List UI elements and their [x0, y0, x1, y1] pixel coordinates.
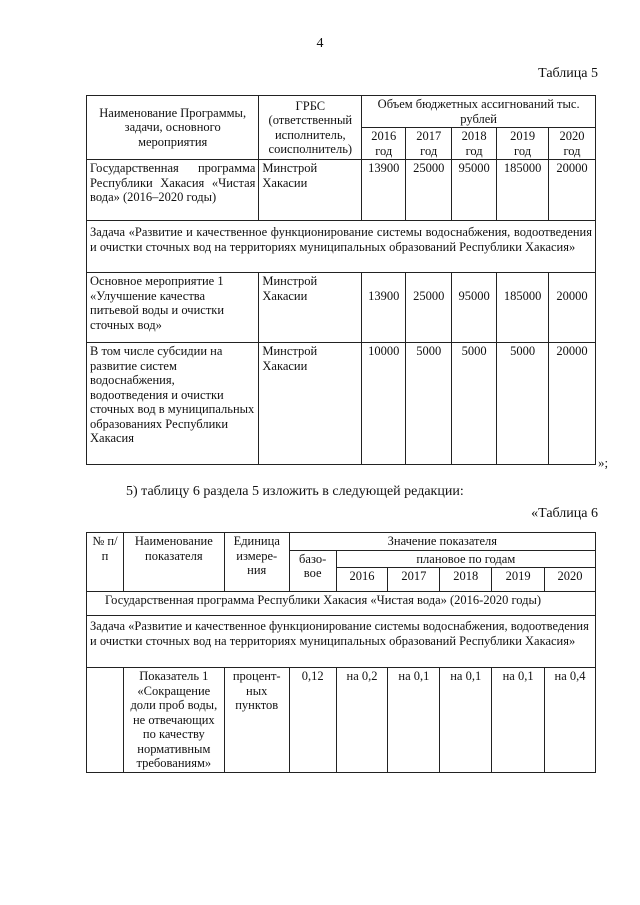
t5-measure-name: Основное мероприятие 1 «Улучшение качества питьевой воды и очистки сточных вод» — [87, 273, 259, 343]
t6-indicator-name: Показатель 1 «Сокращение доли проб воды, не отвечающих по качеству нормативным требованиям» — [123, 668, 224, 773]
table-5 — [86, 95, 596, 465]
t5-year-2020: 2020 год — [549, 128, 596, 160]
t5-value: 5000 — [497, 343, 549, 465]
t5-value: 20000 — [549, 160, 596, 221]
t5-task: Задача «Развитие и качественное функционирование системы водоснабжения, водоотведения и очистки сточных вод на территориях муниципальных образований Республики Хакасия» — [87, 221, 596, 273]
table-row — [87, 273, 596, 343]
table6-caption: «Таблица 6 — [531, 506, 598, 521]
t5-grbs: Минстрой Хакасии — [259, 273, 362, 343]
t6-program-row: Государственная программа Республики Хакасия «Чистая вода» (2016-2020 годы) — [87, 592, 596, 616]
t5-value: 95000 — [452, 273, 497, 343]
t5-value: 20000 — [549, 343, 596, 465]
table-row — [87, 343, 596, 465]
t5-value: 13900 — [362, 160, 406, 221]
t5-year-2019: 2019 год — [497, 128, 549, 160]
t5-year-2016: 2016 год — [362, 128, 406, 160]
table5-closing-quote: »; — [598, 455, 609, 470]
t5-year-2018: 2018 год — [452, 128, 497, 160]
t6-header-planned: плановое по годам — [336, 550, 595, 568]
t6-header-unit: Единица измере-ния — [224, 533, 289, 592]
t5-value: 185000 — [497, 160, 549, 221]
amendment-paragraph: 5) таблицу 6 раздела 5 изложить в следующей редакции: — [126, 484, 464, 499]
t6-header-name: Наименование показателя — [123, 533, 224, 592]
t6-indicator-value: на 0,2 — [336, 668, 388, 773]
t5-value: 185000 — [497, 273, 549, 343]
t5-value: 13900 — [362, 273, 406, 343]
t5-value: 25000 — [406, 160, 452, 221]
t6-year-2018: 2018 — [440, 568, 492, 592]
page-number: 4 — [316, 36, 324, 51]
t6-indicator-value: на 0,1 — [440, 668, 492, 773]
t5-grbs: Минстрой Хакасии — [259, 160, 362, 221]
t6-header-num: № п/п — [87, 533, 124, 592]
table-row — [87, 668, 596, 773]
t5-value: 5000 — [452, 343, 497, 465]
t6-indicator-value: на 0,1 — [388, 668, 440, 773]
t6-year-2016: 2016 — [336, 568, 388, 592]
table-row — [87, 221, 596, 273]
t5-program-name: Государственная программа Республики Хакасия «Чистая вода» (2016–2020 годы) — [87, 160, 259, 221]
t5-year-2017: 2017 год — [406, 128, 452, 160]
t5-subsidy-name: В том числе субсидии на развитие систем водоснабжения, водоотведения и очистки сточных вод в муниципальных образованиях Республики Хакасия — [87, 343, 259, 465]
t5-value: 20000 — [549, 273, 596, 343]
table-6 — [86, 532, 596, 773]
t6-indicator-value: на 0,1 — [492, 668, 545, 773]
t6-indicator-value: на 0,4 — [545, 668, 596, 773]
t6-indicator-base: 0,12 — [289, 668, 336, 773]
t6-indicator-unit: процент-ных пунктов — [224, 668, 289, 773]
t5-value: 10000 — [362, 343, 406, 465]
table-row — [87, 592, 596, 616]
t6-year-2017: 2017 — [388, 568, 440, 592]
t6-header-value: Значение показателя — [289, 533, 595, 551]
table-row — [87, 616, 596, 668]
t5-grbs: Минстрой Хакасии — [259, 343, 362, 465]
t5-value: 5000 — [406, 343, 452, 465]
table5-caption: Таблица 5 — [538, 66, 598, 81]
t6-indicator-num — [87, 668, 124, 773]
t6-task-row: Задача «Развитие и качественное функционирование системы водоснабжения, водоотведения и очистки сточных вод на территориях муниципальных образований Республики Хакасия» — [87, 616, 596, 668]
t5-header-name: Наименование Программы, задачи, основного мероприятия — [87, 96, 259, 160]
t5-value: 95000 — [452, 160, 497, 221]
t6-year-2019: 2019 — [492, 568, 545, 592]
table-row — [87, 160, 596, 221]
t5-header-grbs: ГРБС (ответственный исполнитель, соисполнитель) — [259, 96, 362, 160]
t6-year-2020: 2020 — [545, 568, 596, 592]
t6-header-base: базо-вое — [289, 550, 336, 592]
t5-value: 25000 — [406, 273, 452, 343]
t5-header-volume: Объем бюджетных ассигнований тыс. рублей — [362, 96, 596, 128]
